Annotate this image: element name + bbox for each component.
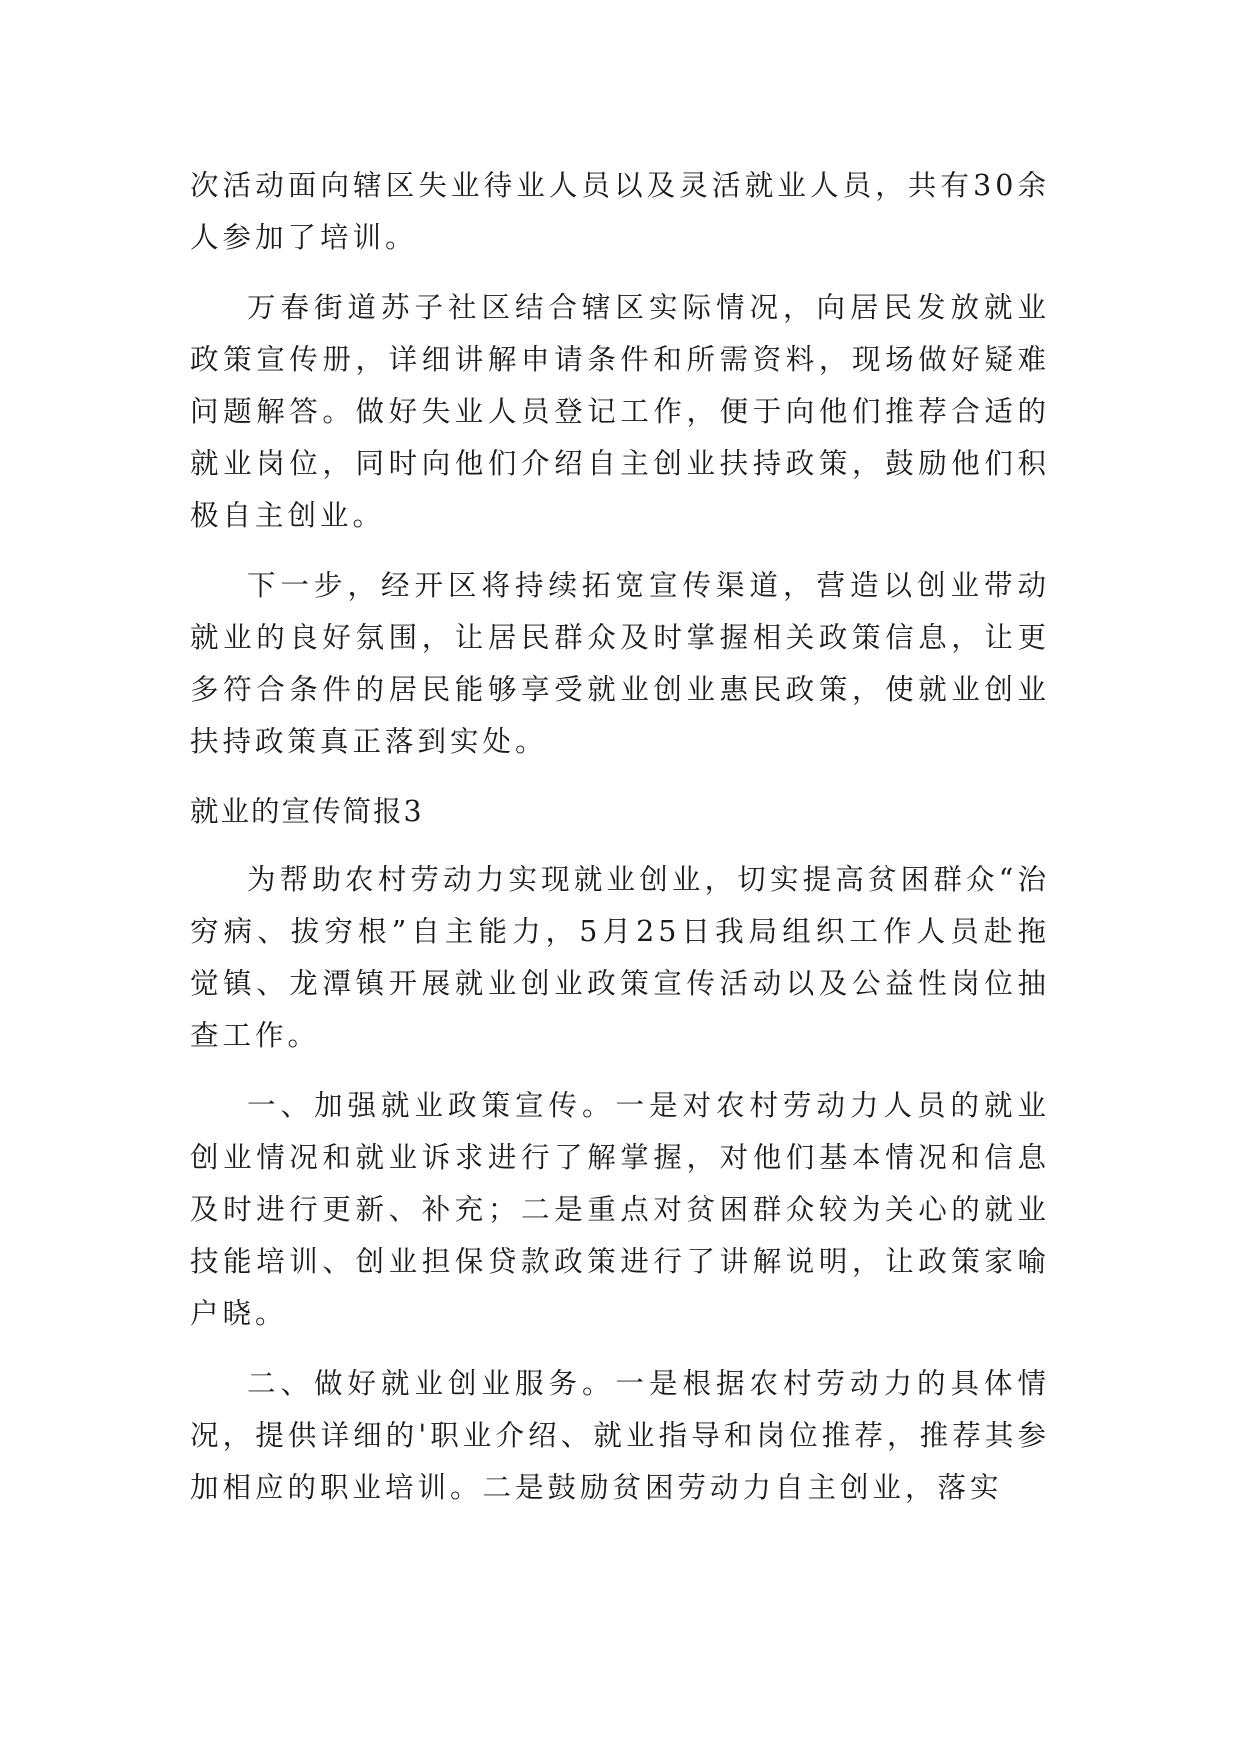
paragraph-policy-promotion: 一、加强就业政策宣传。一是对农村劳动力人员的就业创业情况和就业诉求进行了解掌握，对他们基本情况和信息及时进行更新、补充；二是重点对贫困群众较为关心的就业技能培训、创业担保贷款政策进行了讲解说明，让政策家喻户晓。 <box>190 1089 1050 1330</box>
paragraph-employment-service: 二、做好就业创业服务。一是根据农村劳动力的具体情况，提供详细的'职业介绍、就业指导和岗位推荐，推荐其参加相应的职业培训。二是鼓励贫困劳动力自主创业，落实 <box>190 1367 1050 1504</box>
paragraph-intro: 为帮助农村劳动力实现就业创业，切实提高贫困群众“治穷病、拔穷根”自主能力，5月25日我局组织工作人员赴拖觉镇、龙潭镇开展就业创业政策宣传活动以及公益性岗位抽查工作。 <box>190 863 1050 1052</box>
paragraph-continued: 次活动面向辖区失业待业人员以及灵活就业人员，共有30余人参加了培训。 <box>190 169 1050 254</box>
document-body <box>190 160 1050 1532</box>
paragraph-wanchun-community: 万春街道苏子社区结合辖区实际情况，向居民发放就业政策宣传册，详细讲解申请条件和所需资料，现场做好疑难问题解答。做好失业人员登记工作，便于向他们推荐合适的就业岗位，同时向他们介绍自主创业扶持政策，鼓励他们积极自主创业。 <box>190 291 1050 532</box>
paragraph-next-step: 下一步，经开区将持续拓宽宣传渠道，营造以创业带动就业的良好氛围，让居民群众及时掌握相关政策信息，让更多符合条件的居民能够享受就业创业惠民政策，使就业创业扶持政策真正落到实处。 <box>190 569 1050 758</box>
section-title: 就业的宣传简报3 <box>190 795 424 828</box>
